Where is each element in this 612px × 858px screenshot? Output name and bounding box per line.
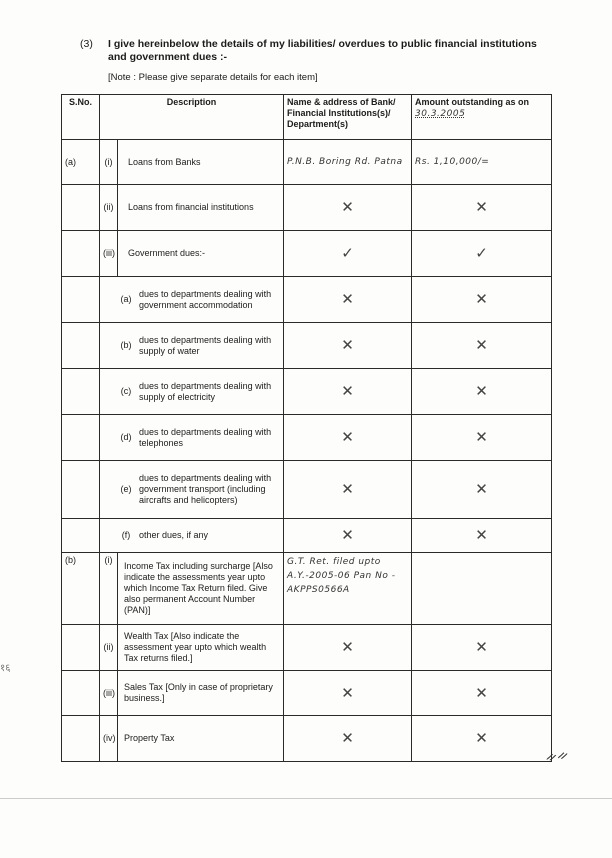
sub-b-letter: (b): [120, 340, 132, 350]
row-a-iii-num: (iii): [100, 231, 118, 277]
row-a-ii-num: (ii): [100, 185, 118, 231]
row-b-ii-desc: Wealth Tax [Also indicate the assessment year upto which wealth Tax returns filed.]: [118, 625, 284, 671]
header-name-address: Name & address of Bank/ Financial Institutions(s)/ Department(s): [284, 95, 412, 140]
cross-mark: ✕: [284, 415, 412, 461]
row-b-i-num: (i): [100, 553, 118, 625]
sub-c-letter: (c): [120, 386, 132, 396]
row-empty-sno: [62, 185, 100, 231]
row-b-iv-desc: Property Tax: [118, 716, 284, 762]
row-empty-sno: [62, 671, 100, 716]
cross-mark: ✕: [412, 323, 552, 369]
row-b-ii-num: (ii): [100, 625, 118, 671]
header-amount-date: 30.3.2005: [415, 109, 466, 119]
table-row: [62, 671, 552, 716]
header-description: Description: [100, 95, 284, 140]
table-row: [62, 185, 552, 231]
sub-c-desc: dues to departments dealing with supply of electricity: [139, 380, 272, 402]
table-row: [62, 553, 552, 625]
cross-mark: ✕: [412, 369, 552, 415]
sub-e-cell: [100, 461, 284, 519]
cross-mark: ✕: [412, 461, 552, 519]
row-b-i-amount: [412, 553, 552, 625]
cross-mark: ✕: [284, 519, 412, 553]
cross-mark: ✕: [412, 519, 552, 553]
header-amount-prefix: Amount outstanding as on: [415, 97, 530, 107]
row-b-i-desc: Income Tax including surcharge [Also indicate the assessments year upto which Income Tax Return filed. Give also permanent Account Number (PAN)]: [118, 553, 284, 625]
table-row: [62, 519, 552, 553]
cross-mark: ✕: [412, 716, 552, 762]
cross-mark: ✕: [284, 369, 412, 415]
row-b-iv-num: (iv): [100, 716, 118, 762]
sub-a-desc: dues to departments dealing with government accommodation: [139, 288, 272, 310]
sub-f-cell: [100, 519, 284, 553]
table-row: [62, 323, 552, 369]
sub-d-cell: [100, 415, 284, 461]
cross-mark: ✕: [412, 625, 552, 671]
cross-mark: ✕: [284, 277, 412, 323]
cross-mark: ✕: [412, 185, 552, 231]
margin-scribble: १६: [0, 663, 11, 674]
row-b-iii-num: (iii): [100, 671, 118, 716]
row-a-i-num: (i): [100, 140, 118, 185]
row-b-i-name: G.T. Ret. filed upto A.Y.-2005-06 Pan No - AKPPS0566A: [284, 553, 412, 625]
section-heading-text: I give hereinbelow the details of my liabilities/ overdues to public financial institutions and government dues :-: [108, 38, 537, 63]
row-empty-sno: [62, 625, 100, 671]
cross-mark: ✕: [284, 323, 412, 369]
row-a-i-desc: Loans from Banks: [118, 140, 284, 185]
sub-f-desc: other dues, if any: [139, 530, 209, 540]
sub-d-letter: (d): [120, 432, 132, 442]
row-empty-sno: [62, 519, 100, 553]
cross-mark: ✕: [284, 671, 412, 716]
note-text: [Note : Please give separate details for each item]: [108, 72, 318, 83]
row-b-iii-desc: Sales Tax [Only in case of proprietary business.]: [118, 671, 284, 716]
footer-divider: [0, 798, 612, 799]
cross-mark: ✕: [412, 277, 552, 323]
cross-mark: ✕: [412, 415, 552, 461]
sub-c-cell: [100, 369, 284, 415]
table-row: [62, 140, 552, 185]
sub-b-desc: dues to departments dealing with supply of water: [139, 334, 272, 356]
row-empty-sno: [62, 369, 100, 415]
row-empty-sno: [62, 415, 100, 461]
row-a-i-amount: Rs. 1,10,000/=: [412, 140, 552, 185]
row-empty-sno: [62, 323, 100, 369]
row-a-i-name: P.N.B. Boring Rd. Patna: [284, 140, 412, 185]
row-a-label: (a): [62, 140, 100, 185]
cross-mark: ✕: [284, 461, 412, 519]
row-empty-sno: [62, 277, 100, 323]
cross-mark: ✕: [284, 716, 412, 762]
sub-b-cell: [100, 323, 284, 369]
table-row: [62, 625, 552, 671]
header-sno: S.No.: [62, 95, 100, 140]
sub-f-letter: (f): [121, 530, 131, 540]
liabilities-table: [61, 94, 552, 762]
table-header-row: [62, 95, 552, 140]
sub-e-desc: dues to departments dealing with government transport (including aircrafts and helicopters): [139, 473, 272, 505]
cross-mark: ✕: [284, 185, 412, 231]
row-a-iii-desc: Government dues:-: [118, 231, 284, 277]
row-a-ii-desc: Loans from financial institutions: [118, 185, 284, 231]
header-amount: [412, 95, 552, 140]
table-row: [62, 277, 552, 323]
sub-d-desc: dues to departments dealing with telephones: [139, 426, 272, 448]
sub-a-cell: [100, 277, 284, 323]
row-empty-sno: [62, 461, 100, 519]
table-row: [62, 461, 552, 519]
signature: ᨀᨀ: [543, 746, 569, 766]
section-number: (3): [80, 38, 93, 50]
table-row: [62, 415, 552, 461]
tick-mark: ✓: [284, 231, 412, 277]
cross-mark: ✕: [412, 671, 552, 716]
sub-a-letter: (a): [120, 294, 132, 304]
row-b-label: (b): [62, 553, 100, 625]
row-empty-sno: [62, 716, 100, 762]
table-row: [62, 716, 552, 762]
sub-e-letter: (e): [120, 484, 132, 494]
table-row: [62, 369, 552, 415]
row-empty-sno: [62, 231, 100, 277]
cross-mark: ✕: [284, 625, 412, 671]
tick-mark: ✓: [412, 231, 552, 277]
table-row: [62, 231, 552, 277]
